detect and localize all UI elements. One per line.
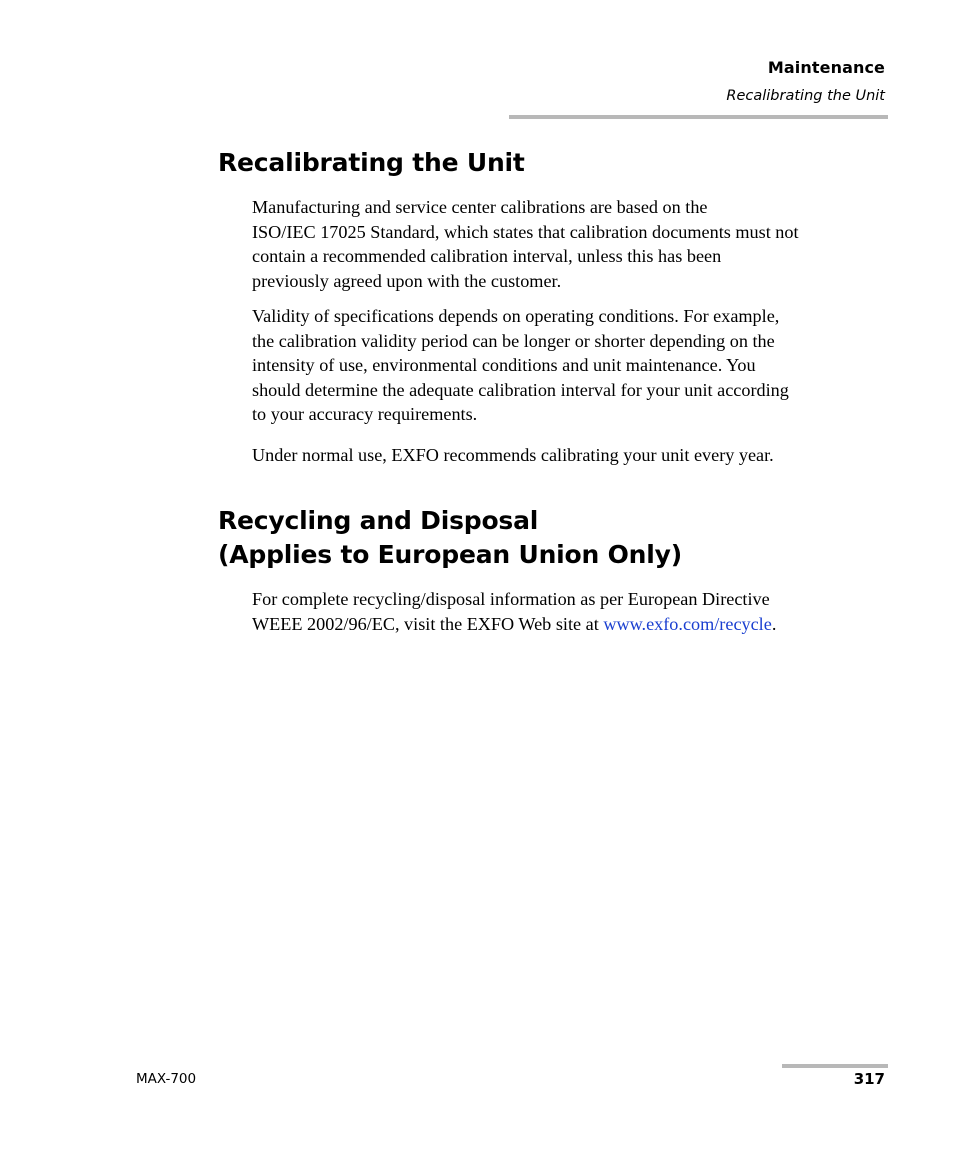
running-header-chapter: Maintenance bbox=[767, 58, 885, 77]
text-line: For complete recycling/disposal information as per European Directive bbox=[252, 589, 770, 609]
section-heading-recalibrating: Recalibrating the Unit bbox=[218, 148, 525, 177]
text-line: ISO/IEC 17025 Standard, which states that calibration documents must not bbox=[252, 221, 799, 242]
paragraph-recycling-info bbox=[252, 587, 892, 636]
header-divider bbox=[509, 115, 888, 119]
heading-line: (Applies to European Union Only) bbox=[218, 540, 682, 569]
footer-model-name: MAX-700 bbox=[136, 1071, 197, 1087]
paragraph-calibration-standard bbox=[252, 195, 892, 293]
text-line: Validity of specifications depends on operating conditions. For example, bbox=[252, 306, 780, 326]
page-number: 317 bbox=[853, 1070, 885, 1088]
text-line: should determine the adequate calibration interval for your unit according bbox=[252, 379, 789, 400]
section-heading-recycling-disposal bbox=[218, 504, 682, 572]
heading-line: Recycling and Disposal bbox=[218, 506, 539, 535]
text-line: Under normal use, EXFO recommends calibrating your unit every year. bbox=[252, 445, 774, 465]
text-line-suffix: . bbox=[771, 613, 777, 634]
paragraph-recommended-interval bbox=[252, 443, 892, 468]
text-line: Manufacturing and service center calibrations are based on the bbox=[252, 197, 708, 217]
footer-divider bbox=[782, 1064, 888, 1068]
text-line: to your accuracy requirements. bbox=[252, 404, 478, 425]
text-line: previously agreed upon with the customer. bbox=[252, 270, 562, 291]
running-header-section: Recalibrating the Unit bbox=[726, 88, 885, 104]
paragraph-validity-of-specifications bbox=[252, 304, 892, 427]
recycle-link[interactable]: www.exfo.com/recycle bbox=[603, 613, 772, 634]
text-line: contain a recommended calibration interval, unless this has been bbox=[252, 246, 722, 267]
text-line-prefix: WEEE 2002/96/EC, visit the EXFO Web site at bbox=[252, 613, 604, 634]
text-line: the calibration validity period can be longer or shorter depending on the bbox=[252, 330, 775, 351]
text-line: intensity of use, environmental conditions and unit maintenance. You bbox=[252, 355, 756, 376]
